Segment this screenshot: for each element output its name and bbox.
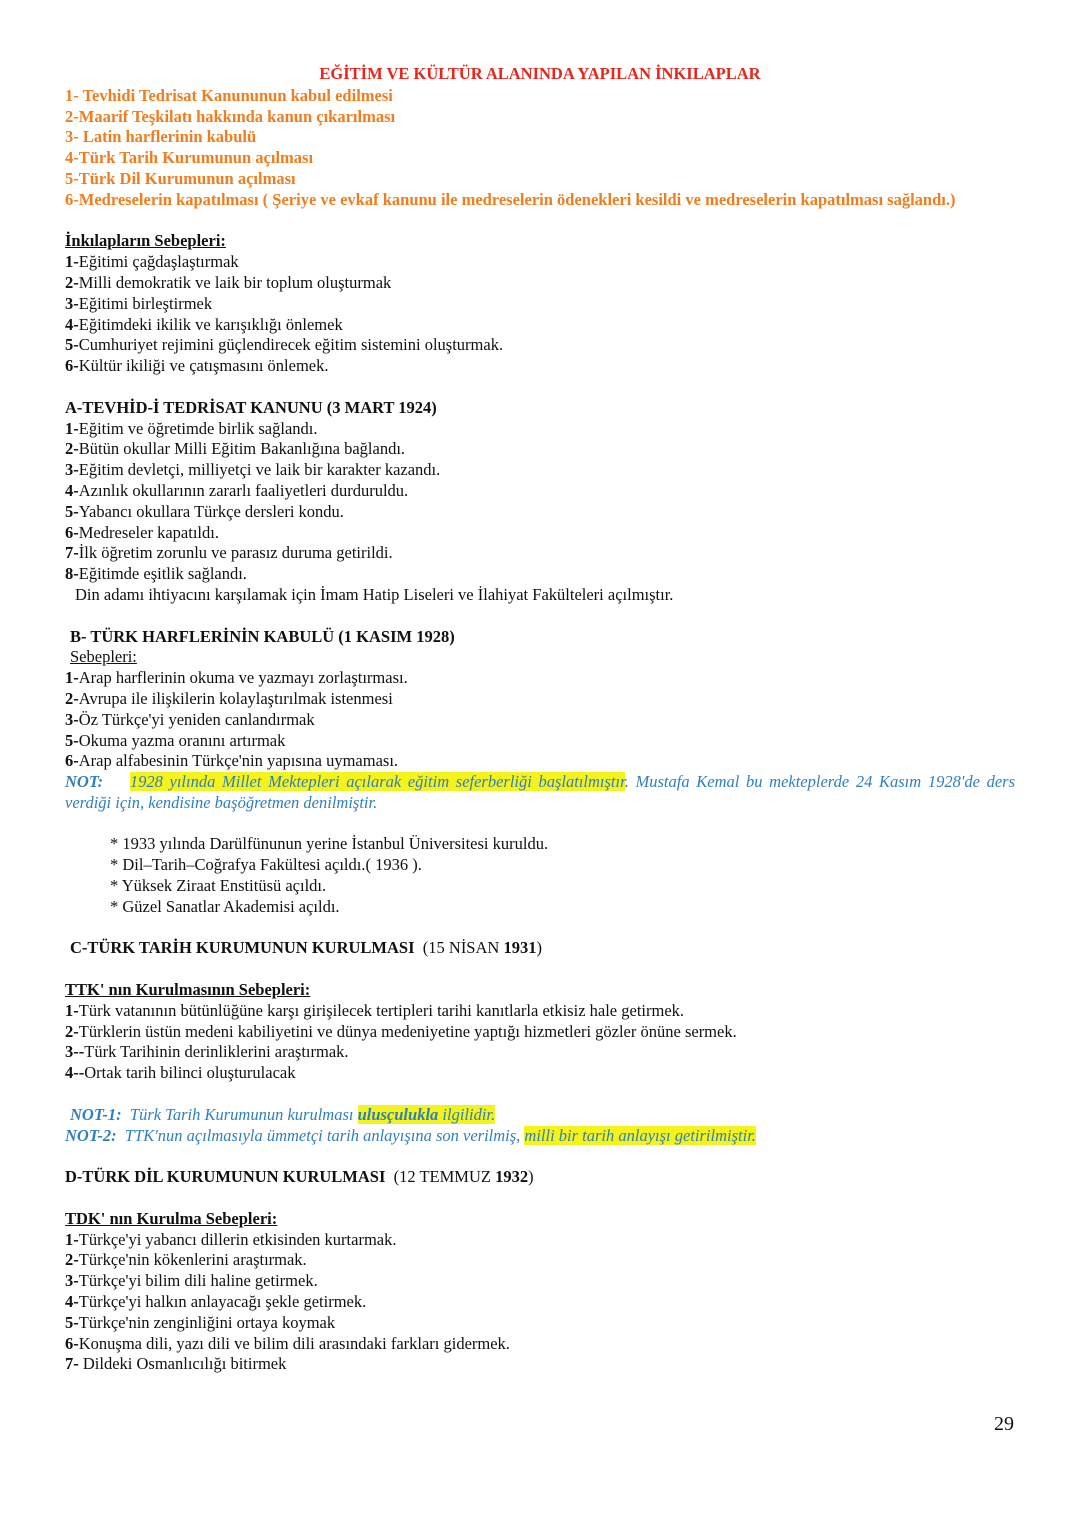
harf-section bbox=[65, 627, 1015, 814]
reform-list bbox=[65, 86, 1015, 211]
list-item: 6-Konuşma dili, yazı dili ve bilim dili arasındaki farkları gidermek. bbox=[65, 1333, 510, 1353]
list-item: 6-Medreseler kapatıldı. bbox=[65, 522, 219, 542]
bullet-item: * Güzel Sanatlar Akademisi açıldı. bbox=[110, 896, 340, 916]
section-heading: A-TEVHİD-İ TEDRİSAT KANUNU (3 MART 1924) bbox=[65, 397, 437, 417]
causes-section bbox=[65, 231, 1015, 377]
list-item: 7-İlk öğretim zorunlu ve parasız duruma getirildi. bbox=[65, 543, 393, 563]
list-item: 5-Okuma yazma oranını artırmak bbox=[65, 730, 286, 750]
reform-item: 1- Tevhidi Tedrisat Kanununun kabul edilmesi bbox=[65, 85, 393, 105]
ttk-note-2: NOT-2: TTK'nun açılmasıyla ümmetçi tarih anlayışına son verilmiş, milli bir tarih anlayışı getirilmiştir. bbox=[65, 1125, 756, 1145]
list-item: 4-Eğitimdeki ikilik ve karışıklığı önlemek bbox=[65, 314, 343, 334]
list-item: 1-Türk vatanının bütünlüğüne karşı girişilecek tertipleri tarihi kanıtlarla etkisiz hale getirmek. bbox=[65, 1000, 685, 1020]
document-page bbox=[65, 64, 1015, 1375]
list-item: 6-Arap alfabesinin Türkçe'nin yapısına uymaması. bbox=[65, 751, 399, 771]
list-item: 1-Eğitim ve öğretimde birlik sağlandı. bbox=[65, 418, 318, 438]
reform-item: 5-Türk Dil Kurumunun açılması bbox=[65, 168, 296, 188]
list-item: 6-Kültür ikiliği ve çatışmasını önlemek. bbox=[65, 356, 329, 376]
list-item: 7- Dildeki Osmanlıcılığı bitirmek bbox=[65, 1354, 287, 1374]
list-item: 3-Türkçe'yi bilim dili haline getirmek. bbox=[65, 1271, 318, 1291]
section-heading: İnkılapların Sebepleri: bbox=[65, 231, 226, 251]
list-item: 4-Azınlık okullarının zararlı faaliyetleri durduruldu. bbox=[65, 480, 409, 500]
reform-item: 2-Maarif Teşkilatı hakkında kanun çıkarılması bbox=[65, 106, 396, 126]
section-heading: B- TÜRK HARFLERİNİN KABULÜ (1 KASIM 1928) bbox=[70, 626, 455, 646]
reform-item: 3- Latin harflerinin kabulü bbox=[65, 127, 257, 147]
list-item: 1-Arap harflerinin okuma ve yazmayı zorlaştırması. bbox=[65, 668, 408, 688]
list-item: 2-Avrupa ile ilişkilerin kolaylaştırılmak istenmesi bbox=[65, 688, 393, 708]
list-item: 3-Öz Türkçe'yi yeniden canlandırmak bbox=[65, 709, 315, 729]
tevhid-section bbox=[65, 398, 1015, 606]
bullet-item: * 1933 yılında Darülfünunun yerine İstanbul Üniversitesi kuruldu. bbox=[110, 834, 549, 854]
list-item: 8-Eğitimde eşitlik sağlandı. bbox=[65, 564, 247, 584]
section-heading: D-TÜRK DİL KURUMUNUN KURULMASI (12 TEMMUZ 1932) bbox=[65, 1167, 534, 1187]
tdk-section bbox=[65, 1167, 1015, 1375]
list-item: 4--Ortak tarih bilinci oluşturulacak bbox=[65, 1063, 296, 1083]
list-item: 3-Eğitim devletçi, milliyetçi ve laik bir karakter kazandı. bbox=[65, 460, 441, 480]
highlighted-text: milli bir tarih anlayışı getirilmiştir. bbox=[524, 1125, 756, 1145]
bullet-list bbox=[65, 834, 1015, 917]
list-item: 3--Türk Tarihinin derinliklerini araştırmak. bbox=[65, 1042, 349, 1062]
list-item: 2-Milli demokratik ve laik bir toplum oluşturmak bbox=[65, 272, 392, 292]
harf-note: NOT: 1928 yılında Millet Mektepleri açılarak eğitim seferberliği başlatılmıştır. Mustafa Kemal bu mekteplerde 24 Kasım 1928'de ders verdiği için, kendisine başöğretmen denilmiştir. bbox=[65, 772, 1016, 812]
page-number: 29 bbox=[994, 1413, 1014, 1435]
bullet-item: * Dil–Tarih–Coğrafya Fakültesi açıldı.( 1936 ). bbox=[110, 855, 422, 875]
section-subheading: TTK' nın Kurulmasının Sebepleri: bbox=[65, 980, 311, 1000]
reform-item: 4-Türk Tarih Kurumunun açılması bbox=[65, 148, 314, 168]
section-subheading: TDK' nın Kurulma Sebepleri: bbox=[65, 1208, 278, 1228]
list-item: 2-Türkçe'nin kökenlerini araştırmak. bbox=[65, 1250, 307, 1270]
list-item: 3-Eğitimi birleştirmek bbox=[65, 293, 213, 313]
extra-note: Din adamı ihtiyacını karşılamak için İmam Hatip Liseleri ve İlahiyat Fakülteleri açılmıştır. bbox=[75, 584, 674, 604]
highlighted-text: 1928 yılında Millet Mektepleri açılarak eğitim seferberliği başlatılmıştır bbox=[129, 772, 625, 792]
list-item: 2-Türklerin üstün medeni kabiliyetini ve dünya medeniyetine yaptığı hizmetleri gözler önüne sermek. bbox=[65, 1021, 737, 1041]
list-item: 2-Bütün okullar Milli Eğitim Bakanlığına bağlandı. bbox=[65, 439, 406, 459]
list-item: 1-Türkçe'yi yabancı dillerin etkisinden kurtarmak. bbox=[65, 1229, 397, 1249]
list-item: 1-Eğitimi çağdaşlaştırmak bbox=[65, 252, 239, 272]
section-heading: C-TÜRK TARİH KURUMUNUN KURULMASI (15 NİSAN 1931) bbox=[70, 938, 542, 958]
list-item: 5-Yabancı okullara Türkçe dersleri kondu. bbox=[65, 501, 344, 521]
list-item: 5-Cumhuriyet rejimini güçlendirecek eğitim sistemini oluşturmak. bbox=[65, 335, 504, 355]
ttk-note-1: NOT-1: Türk Tarih Kurumunun kurulması ulusçulukla ilgilidir. bbox=[70, 1104, 496, 1124]
section-subheading: Sebepleri: bbox=[70, 647, 137, 667]
page-title: EĞİTİM VE KÜLTÜR ALANINDA YAPILAN İNKILAPLAR bbox=[319, 64, 761, 83]
list-item: 4-Türkçe'yi halkın anlayacağı şekle getirmek. bbox=[65, 1292, 367, 1312]
list-item: 5-Türkçe'nin zenginliğini ortaya koymak bbox=[65, 1312, 336, 1332]
highlighted-text: ulusçulukla ilgilidir. bbox=[357, 1104, 496, 1124]
reform-item: 6-Medreselerin kapatılması ( Şeriye ve evkaf kanunu ile medreselerin ödenekleri kesildi ve medreselerin kapatılması sağlandı.) bbox=[65, 189, 956, 209]
ttk-section bbox=[65, 938, 1015, 1146]
bullet-item: * Yüksek Ziraat Enstitüsü açıldı. bbox=[110, 876, 327, 896]
